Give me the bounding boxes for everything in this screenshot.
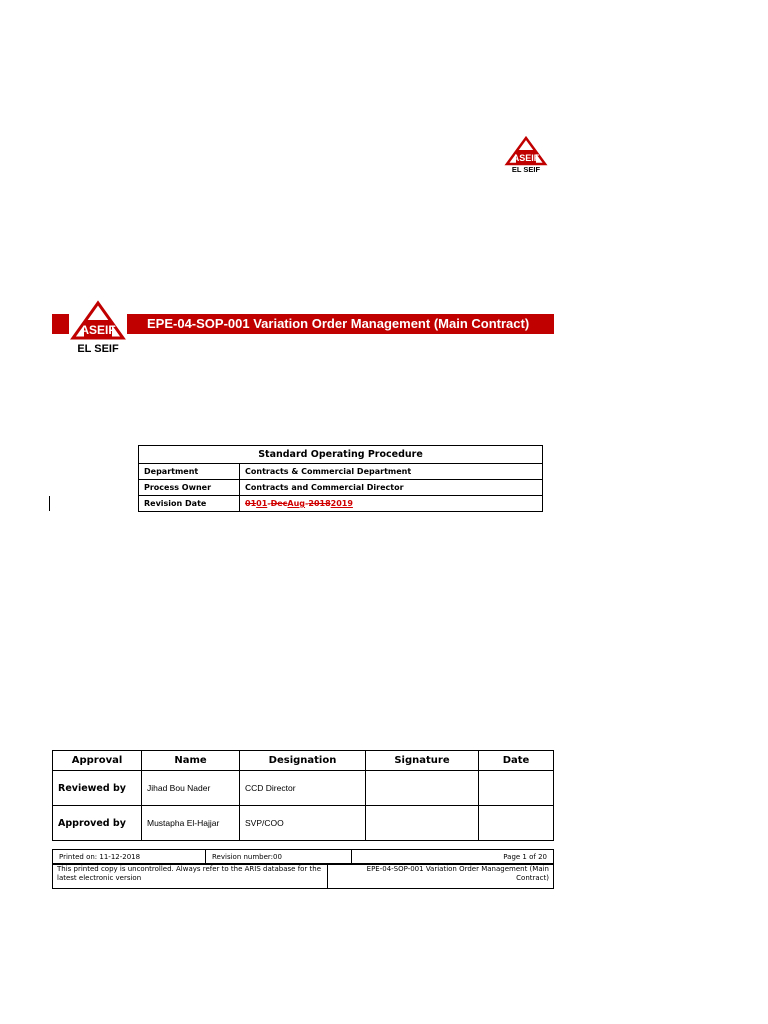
revision-new-year: 2019 — [330, 499, 353, 508]
footer-document-title: EPE-04-SOP-001 Variation Order Management (Main Contract) — [328, 865, 554, 889]
revision-old-month: Dec — [270, 499, 288, 508]
reviewer-designation: CCD Director — [240, 771, 366, 806]
revision-separator: - — [305, 499, 309, 508]
approver-signature — [366, 806, 479, 841]
header-signature: Signature — [366, 751, 479, 771]
table-row — [53, 806, 554, 841]
sop-table-heading: Standard Operating Procedure — [139, 446, 543, 464]
document-title-bar — [52, 314, 554, 334]
sop-info-table — [138, 445, 543, 512]
revision-new-day: 01 — [256, 499, 268, 508]
document-title: EPE-04-SOP-001 Variation Order Management (Main Contract) — [147, 316, 530, 331]
svg-text:EL SEIF: EL SEIF — [77, 343, 119, 355]
company-logo-large — [69, 300, 127, 356]
reviewed-by-label: Reviewed by — [53, 771, 142, 806]
approved-by-label: Approved by — [53, 806, 142, 841]
department-label: Department — [139, 464, 240, 480]
approval-table — [52, 750, 554, 841]
revision-old-year: 2018 — [308, 499, 331, 508]
department-value: Contracts & Commercial Department — [240, 464, 543, 480]
table-row — [53, 771, 554, 806]
revision-date-value — [240, 496, 543, 512]
header-approval: Approval — [53, 751, 142, 771]
table-row — [139, 464, 543, 480]
table-row — [139, 480, 543, 496]
company-logo-small — [503, 136, 549, 174]
svg-text:EL SEIF: EL SEIF — [511, 165, 541, 174]
header-designation: Designation — [240, 751, 366, 771]
process-owner-value: Contracts and Commercial Director — [240, 480, 543, 496]
svg-text:ASEIF: ASEIF — [512, 153, 540, 163]
footer-disclaimer-row — [52, 864, 554, 889]
header-date: Date — [479, 751, 554, 771]
page-number: Page 1 of 20 — [352, 850, 554, 864]
approval-header-row — [53, 751, 554, 771]
revision-separator: - — [267, 499, 271, 508]
revision-date-label: Revision Date — [139, 496, 240, 512]
reviewer-signature — [366, 771, 479, 806]
svg-text:ASEIF: ASEIF — [80, 323, 116, 337]
approver-name: Mustapha El-Hajjar — [142, 806, 240, 841]
footer-info-row — [52, 849, 554, 864]
revision-old-day: 01 — [245, 499, 257, 508]
header-name: Name — [142, 751, 240, 771]
revision-new-month: Aug — [287, 499, 306, 508]
approver-designation: SVP/COO — [240, 806, 366, 841]
approver-date — [479, 806, 554, 841]
printed-on: Printed on: 11-12-2018 — [53, 850, 206, 864]
text-cursor — [49, 496, 50, 511]
reviewer-date — [479, 771, 554, 806]
process-owner-label: Process Owner — [139, 480, 240, 496]
table-row — [139, 496, 543, 512]
revision-number: Revision number:00 — [206, 850, 352, 864]
reviewer-name: Jihad Bou Nader — [142, 771, 240, 806]
uncontrolled-copy-note: This printed copy is uncontrolled. Always refer to the ARIS database for the latest electronic version — [53, 865, 328, 889]
